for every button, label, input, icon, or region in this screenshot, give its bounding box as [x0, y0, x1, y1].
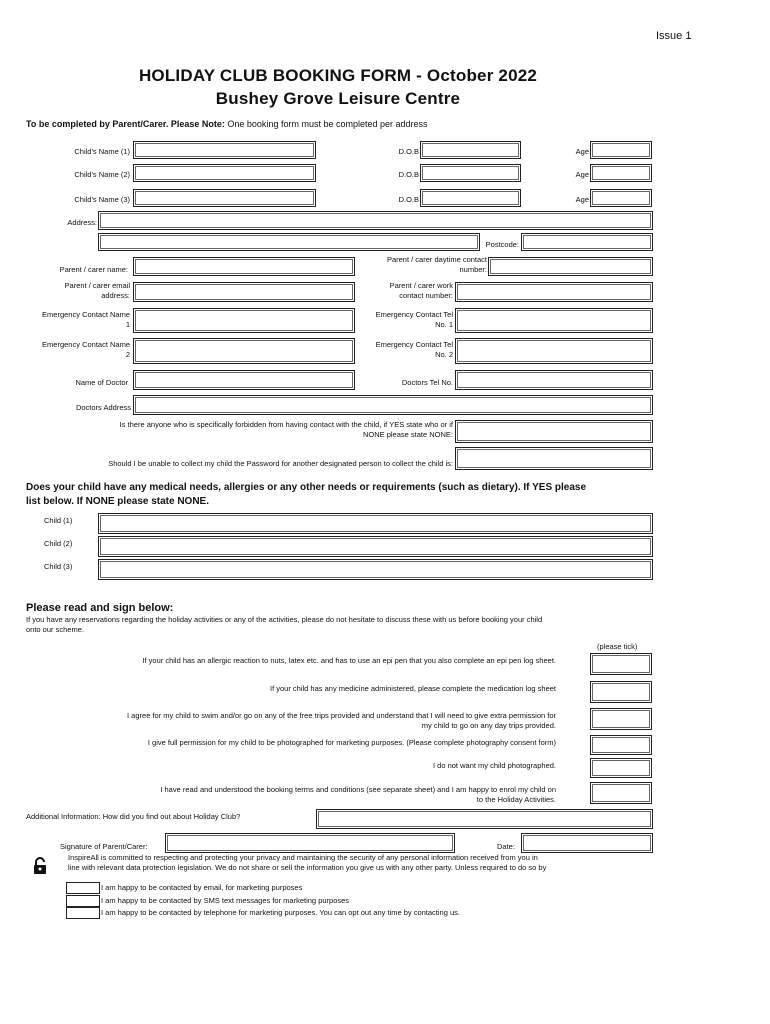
child-name-input[interactable] — [133, 141, 316, 159]
intro-text: To be completed by Parent/Carer. Please Note: One booking form must be completed per address — [26, 119, 428, 129]
statement-no-photo: I do not want my child photographed. — [433, 761, 556, 770]
statement-medicine: If your child has any medicine administered, please complete the medication log sheet — [270, 684, 556, 693]
parent-email-input[interactable] — [133, 282, 355, 302]
date-input[interactable] — [521, 833, 653, 853]
age-label: Age — [575, 195, 589, 204]
statement-terms: I have read and understood the booking terms and conditions (see separate sheet) and I am happy to enrol my child on to the Holiday Activities. — [160, 785, 556, 804]
emergency-tel-2-label: Emergency Contact Tel No. 2 — [375, 340, 453, 359]
emergency-tel-1-label: Emergency Contact Tel No. 1 — [375, 310, 453, 329]
marketing-phone-label: I am happy to be contacted by telephone for marketing purposes. You can opt out any time by contacting us. — [101, 908, 460, 917]
doctor-tel-label: Doctors Tel No. — [401, 378, 453, 387]
tick-box-swim-trips[interactable] — [590, 708, 652, 730]
tick-box-medicine[interactable] — [590, 681, 652, 703]
child-name-input[interactable] — [133, 189, 316, 207]
parent-name-input[interactable] — [133, 257, 355, 276]
tick-box-epipen[interactable] — [590, 653, 652, 675]
medical-child-1-input[interactable] — [98, 513, 653, 534]
sign-intro: If you have any reservations regarding the holiday activities or any of the activities, please do not hesitate to discuss these with us before booking your child onto our scheme. — [26, 615, 543, 634]
tick-header: (please tick) — [597, 642, 638, 651]
dob-label: D.O.B — [398, 195, 419, 204]
emergency-name-1-label: Emergency Contact Name 1 — [42, 310, 130, 329]
dob-input[interactable] — [420, 141, 521, 159]
privacy-notice: InspireAll is committed to respecting and protecting your privacy and maintaining the security of any personal information received from you in line with relevant data protection legislation. We do not share or sell the information you give us with any other party. Unless required to do so by — [68, 853, 547, 872]
tick-box-terms[interactable] — [590, 782, 652, 804]
address-line-1-input[interactable] — [98, 211, 653, 230]
address-label: Address: — [67, 218, 97, 227]
child-name-label: Child's Name (1) — [74, 147, 130, 156]
doctor-address-label: Doctors Address — [75, 403, 131, 412]
marketing-phone-checkbox[interactable] — [66, 907, 100, 919]
password-label: Should I be unable to collect my child the Password for another designated person to collect the child is: — [108, 459, 453, 468]
age-label: Age — [575, 147, 589, 156]
marketing-sms-checkbox[interactable] — [66, 895, 100, 907]
child-name-label: Child's Name (2) — [74, 170, 130, 179]
parent-work-label: Parent / carer work contact number: — [389, 281, 453, 300]
dob-input[interactable] — [420, 189, 521, 207]
emergency-tel-2-input[interactable] — [455, 338, 653, 364]
doctor-name-input[interactable] — [133, 370, 355, 390]
forbidden-contact-input[interactable] — [455, 420, 653, 443]
form-title: HOLIDAY CLUB BOOKING FORM - October 2022 — [138, 66, 538, 85]
medical-heading: Does your child have any medical needs, allergies or any other needs or requirements (such as dietary). If YES please list below. If NONE please state NONE. — [26, 482, 587, 507]
parent-daytime-input[interactable] — [488, 257, 653, 276]
age-input[interactable] — [590, 189, 652, 207]
tick-box-photo-consent[interactable] — [590, 735, 652, 755]
postcode-input[interactable] — [521, 233, 653, 251]
medical-child-2-input[interactable] — [98, 536, 653, 557]
emergency-name-1-input[interactable] — [133, 308, 355, 333]
dob-input[interactable] — [420, 164, 521, 182]
emergency-name-2-input[interactable] — [133, 338, 355, 364]
issue-label: Issue 1 — [656, 30, 692, 42]
parent-daytime-label: Parent / carer daytime contact number: — [386, 255, 487, 274]
emergency-name-2-label: Emergency Contact Name 2 — [42, 340, 130, 359]
doctor-tel-input[interactable] — [455, 370, 653, 390]
signature-label: Signature of Parent/Carer: — [60, 842, 148, 851]
additional-info-label: Additional Information: How did you find out about Holiday Club? — [26, 812, 241, 821]
medical-child-3-input[interactable] — [98, 559, 653, 580]
dob-label: D.O.B — [398, 170, 419, 179]
child-name-label: Child's Name (3) — [74, 195, 130, 204]
password-input[interactable] — [455, 447, 653, 470]
forbidden-contact-label: Is there anyone who is specifically forbidden from having contact with the child, if YES state who or if NONE please state NONE: — [119, 420, 453, 439]
signature-input[interactable] — [165, 833, 455, 853]
medical-child-2-label: Child (2) — [44, 539, 73, 548]
additional-info-input[interactable] — [316, 809, 653, 829]
parent-name-label: Parent / carer name: — [59, 265, 128, 274]
marketing-email-label: I am happy to be contacted by email, for marketing purposes — [101, 883, 303, 892]
parent-email-label: Parent / carer email address: — [64, 281, 130, 300]
medical-child-1-label: Child (1) — [44, 516, 73, 525]
sign-heading: Please read and sign below: — [26, 602, 174, 614]
date-label: Date: — [497, 842, 515, 851]
medical-child-3-label: Child (3) — [44, 562, 73, 571]
age-label: Age — [575, 170, 589, 179]
doctor-address-input[interactable] — [133, 395, 653, 415]
age-input[interactable] — [590, 164, 652, 182]
statement-photo-consent: I give full permission for my child to be photographed for marketing purposes. (Please complete photography consent form) — [147, 738, 556, 747]
address-line-2-input[interactable] — [98, 233, 480, 251]
statement-epipen: If your child has an allergic reaction to nuts, latex etc. and has to use an epi pen that you also complete an epi pen log sheet. — [142, 656, 556, 665]
form-subtitle: Bushey Grove Leisure Centre — [215, 89, 461, 108]
emergency-tel-1-input[interactable] — [455, 308, 653, 333]
doctor-name-label: Name of Doctor — [75, 378, 128, 387]
marketing-sms-label: I am happy to be contacted by SMS text messages for marketing purposes — [101, 896, 350, 905]
padlock-icon — [32, 857, 48, 875]
parent-work-input[interactable] — [455, 282, 653, 302]
age-input[interactable] — [590, 141, 652, 159]
marketing-email-checkbox[interactable] — [66, 882, 100, 894]
dob-label: D.O.B — [398, 147, 419, 156]
tick-box-no-photo[interactable] — [590, 758, 652, 778]
statement-swim-trips: I agree for my child to swim and/or go on any of the free trips provided and understand that I will need to give extra permission for my child to go on any day trips provided. — [127, 711, 556, 730]
postcode-label: Postcode: — [485, 240, 519, 249]
child-name-input[interactable] — [133, 164, 316, 182]
